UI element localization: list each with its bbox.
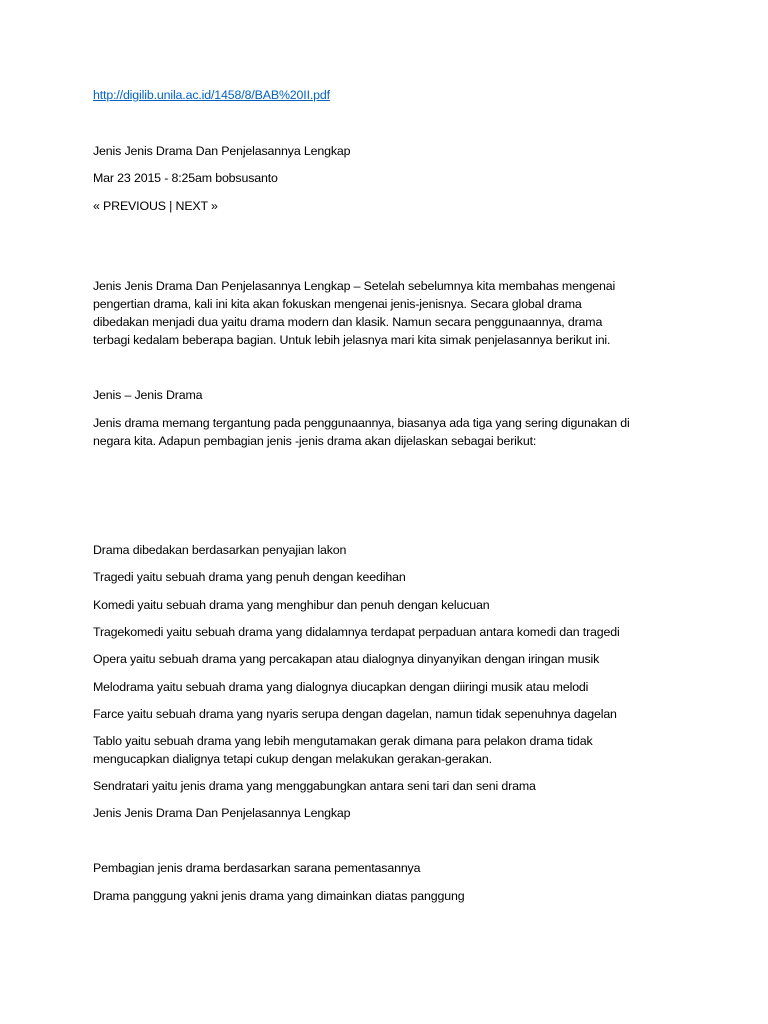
sendratari-item: Sendratari yaitu jenis drama yang menggabungkan antara seni tari dan seni drama [93, 779, 536, 793]
article-meta: Mar 23 2015 - 8:25am bobsusanto [93, 171, 278, 185]
tablo-line-2: mengucapkan dialignya tetapi cukup dengan melakukan gerakan-gerakan. [93, 752, 492, 766]
intro-line-4: terbagi kedalam beberapa bagian. Untuk lebih jelasnya mari kita simak penjelasannya berikut ini. [93, 333, 611, 347]
intro-line-1: Jenis Jenis Drama Dan Penjelasannya Lengkap – Setelah sebelumnya kita membahas mengenai [93, 279, 616, 293]
section-heading: Jenis – Jenis Drama [93, 388, 203, 402]
list-item: Tragedi yaitu sebuah drama yang penuh dengan keedihan [93, 570, 406, 584]
list-item: Komedi yaitu sebuah drama yang menghibur dan penuh dengan kelucuan [93, 598, 490, 612]
second-list-heading: Pembagian jenis drama berdasarkan sarana pementasannya [93, 861, 421, 875]
section-text-line-2: negara kita. Adapun pembagian jenis -jenis drama akan dijelaskan sebagai berikut: [93, 434, 537, 448]
list-item: Farce yaitu sebuah drama yang nyaris serupa dengan dagelan, namun tidak sepenuhnya dagelan [93, 707, 617, 721]
repeat-title: Jenis Jenis Drama Dan Penjelasannya Lengkap [93, 806, 351, 820]
prev-next-nav[interactable]: « PREVIOUS | NEXT » [93, 199, 218, 213]
list-item: Tragekomedi yaitu sebuah drama yang didalamnya terdapat perpaduan antara komedi dan tragedi [93, 625, 620, 639]
intro-line-2: pengertian drama, kali ini kita akan fokuskan mengenai jenis-jenisnya. Secara global drama [93, 297, 582, 311]
section-text-line-1: Jenis drama memang tergantung pada penggunaannya, biasanya ada tiga yang sering digunakan di [93, 416, 630, 430]
second-list-item: Drama panggung yakni jenis drama yang dimainkan diatas panggung [93, 889, 465, 903]
list-item: Melodrama yaitu sebuah drama yang dialognya diucapkan dengan diiringi musik atau melodi [93, 680, 589, 694]
list-heading: Drama dibedakan berdasarkan penyajian lakon [93, 543, 347, 557]
source-link[interactable]: http://digilib.unila.ac.id/1458/8/BAB%20II.pdf [93, 88, 330, 102]
tablo-line-1: Tablo yaitu sebuah drama yang lebih mengutamakan gerak dimana para pelakon drama tidak [93, 734, 593, 748]
article-title: Jenis Jenis Drama Dan Penjelasannya Lengkap [93, 144, 351, 158]
intro-line-3: dibedakan menjadi dua yaitu drama modern dan klasik. Namun secara penggunaannya, drama [93, 315, 603, 329]
list-item: Opera yaitu sebuah drama yang percakapan atau dialognya dinyanyikan dengan iringan musik [93, 652, 600, 666]
